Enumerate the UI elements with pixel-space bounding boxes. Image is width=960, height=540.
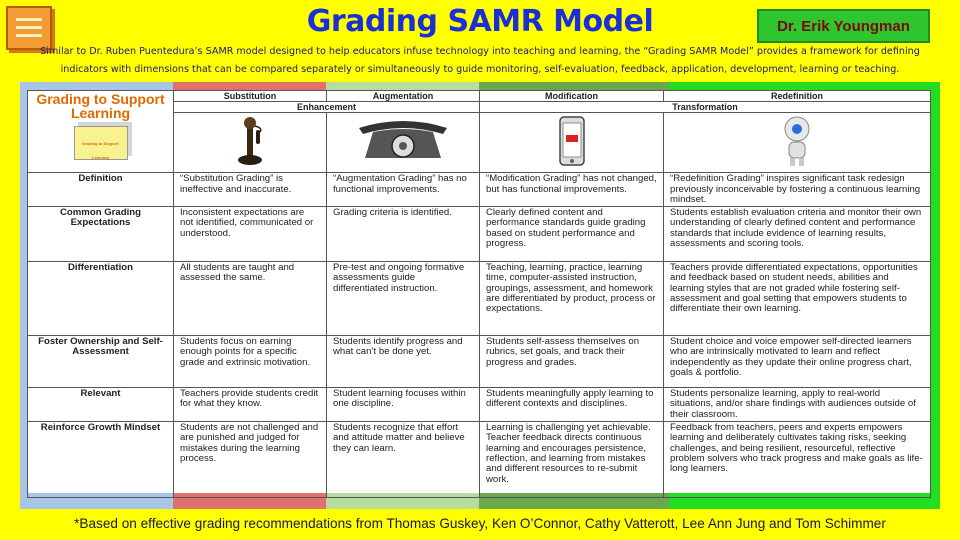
- group-transformation: Transformation: [480, 102, 931, 113]
- cell-substitution: Teachers provide students credit for what they know.: [174, 388, 327, 422]
- col-modification: Modification: [480, 91, 664, 102]
- candlestick-phone-cell: [174, 113, 327, 173]
- cell-modification: Teaching, learning, practice, learning time, computer-assisted instruction, groupings, assessment, and homework are differentiated by product, process or expectations.: [480, 262, 664, 336]
- cell-modification: Students meaningfully apply learning to different contexts and disciplines.: [480, 388, 664, 422]
- rotary-phone-cell: [327, 113, 480, 173]
- group-enhancement: Enhancement: [174, 102, 480, 113]
- cell-modification: Students self-assess themselves on rubrics, set goals, and track their progress and grades.: [480, 336, 664, 388]
- cell-substitution: Inconsistent expectations are not identified, communicated or understood.: [174, 207, 327, 262]
- rotary-phone-icon: [355, 118, 451, 164]
- cell-redefinition: Students establish evaluation criteria and monitor their own understanding of clearly defined content and performance standards that include evidence of learning results, assessments and scoring tools.: [664, 207, 931, 262]
- row-label: Reinforce Growth Mindset: [28, 422, 174, 498]
- robot-icon: [779, 115, 815, 167]
- cell-augmentation: Student learning focuses within one discipline.: [327, 388, 480, 422]
- row-label: Definition: [28, 173, 174, 207]
- cell-augmentation: Grading criteria is identified.: [327, 207, 480, 262]
- cell-augmentation: “Augmentation Grading” has no functional improvements.: [327, 173, 480, 207]
- col-augmentation: Augmentation: [327, 91, 480, 102]
- row-label: Relevant: [28, 388, 174, 422]
- author-badge: Dr. Erik Youngman: [757, 9, 930, 43]
- cell-redefinition: “Redefinition Grading” inspires significant task redesign previously inconceivable by fostering a continuous learning mindset.: [664, 173, 931, 207]
- corner-cell: [28, 91, 174, 173]
- cell-substitution: Students are not challenged and are punished and judged for mistakes during the learning process.: [174, 422, 327, 498]
- cell-augmentation: Pre-test and ongoing formative assessments guide differentiated instruction.: [327, 262, 480, 336]
- footer-note: *Based on effective grading recommendations from Thomas Guskey, Ken O’Connor, Cathy Vatterott, Lee Ann Jung and Tom Schimmer: [74, 516, 886, 531]
- cell-modification: “Modification Grading” has not changed, but has functional improvements.: [480, 173, 664, 207]
- cell-substitution: “Substitution Grading” is ineffective and inaccurate.: [174, 173, 327, 207]
- samr-table: [27, 90, 930, 493]
- cell-augmentation: Students identify progress and what can’t be done yet.: [327, 336, 480, 388]
- robot-cell: [664, 113, 931, 173]
- cell-redefinition: Students personalize learning, apply to real-world situations, and/or share findings with audiences outside of their classroom.: [664, 388, 931, 422]
- row-label: Foster Ownership and Self-Assessment: [28, 336, 174, 388]
- col-redefinition: Redefinition: [664, 91, 931, 102]
- cell-substitution: Students focus on earning enough points for a specific grade and extrinsic motivation.: [174, 336, 327, 388]
- cell-substitution: All students are taught and assessed the same.: [174, 262, 327, 336]
- cell-redefinition: Student choice and voice empower self-directed learners who are intrinsically motivated to learn and reflect independently as they update their online progress chart, goals & portfolio.: [664, 336, 931, 388]
- subtitle: Similar to Dr. Ruben Puentedura’s SAMR model designed to help educators infuse technology into teaching and learning, the “Grading SAMR Model” provides a framework for defining indicators with dimensions that can be compared separately or simultaneously to guide monitoring, self-evaluation, feedback, application, development, learning or teaching.: [40, 46, 920, 75]
- cell-modification: Learning is challenging yet achievable. Teacher feedback directs continuous learning and encourages persistence, reflection, and learning from mistakes and different resources to re-submit work.: [480, 422, 664, 498]
- cell-modification: Clearly defined content and performance standards guide grading based on student performance and progress.: [480, 207, 664, 262]
- page-title: Grading SAMR Model: [306, 4, 654, 39]
- smartphone-cell: [480, 113, 664, 173]
- candlestick-phone-icon: [230, 114, 270, 168]
- cell-redefinition: Feedback from teachers, peers and experts empowers learning and deliberately cultivates taking risks, seeking challenges, and being resilient, resourceful, reflective problem solvers who track progress and make goals as life-long learners.: [664, 422, 931, 498]
- cell-augmentation: Students recognize that effort and attitude matter and believe they can learn.: [327, 422, 480, 498]
- col-substitution: Substitution: [174, 91, 327, 102]
- smartphone-icon: [558, 116, 586, 166]
- grading-cube-icon: Grading to Support Learning: [74, 126, 128, 160]
- row-label: Common Grading Expectations: [28, 207, 174, 262]
- corner-title: Grading to Support Learning: [36, 91, 165, 121]
- cell-redefinition: Teachers provide differentiated expectations, opportunities and feedback based on student needs, abilities and learning styles that are not graded while fostering self-assessment and goal setting that empowers students to differentiate their own learning.: [664, 262, 931, 336]
- row-label: Differentiation: [28, 262, 174, 336]
